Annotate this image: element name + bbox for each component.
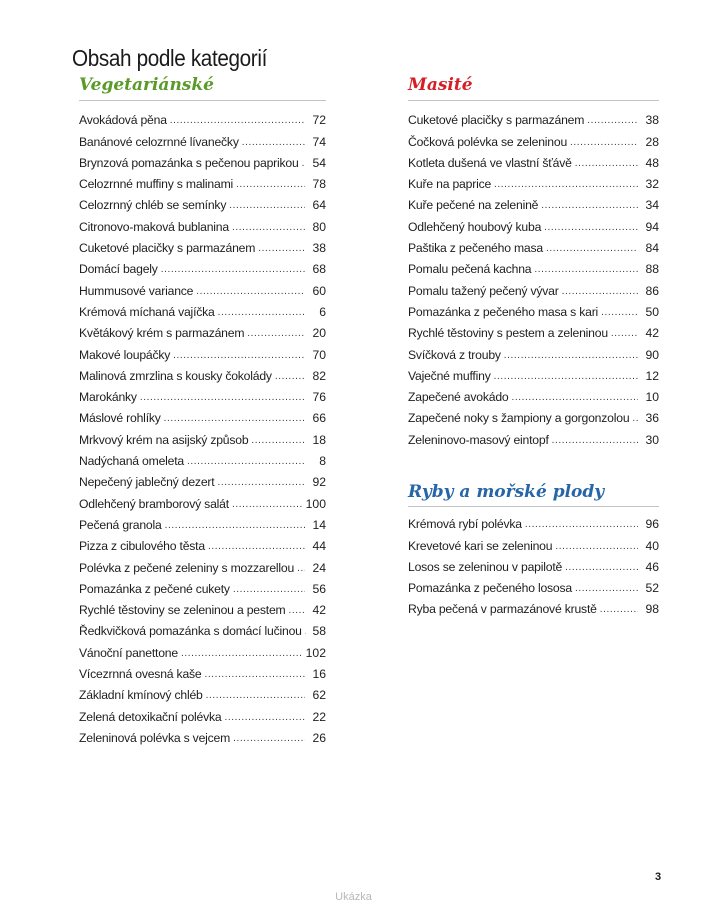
vegetarian-recipe-list bbox=[79, 106, 326, 745]
page-ref: 74 bbox=[312, 134, 326, 149]
page-ref: 50 bbox=[645, 304, 659, 319]
page-ref: 16 bbox=[312, 667, 326, 682]
dot-leader bbox=[601, 307, 638, 319]
page-ref: 6 bbox=[319, 304, 326, 319]
dot-leader bbox=[258, 243, 305, 255]
dot-leader bbox=[632, 413, 638, 425]
toc-entry bbox=[408, 319, 659, 340]
page-ref: 70 bbox=[312, 347, 326, 362]
page-ref: 72 bbox=[312, 113, 326, 128]
toc-entry bbox=[79, 319, 326, 340]
page-ref: 24 bbox=[312, 560, 326, 575]
section-heading-meat: Masité bbox=[408, 75, 473, 95]
recipe-name: Krevetové kari se zeleninou bbox=[408, 538, 553, 553]
toc-entry bbox=[408, 127, 659, 148]
dot-leader bbox=[302, 158, 305, 170]
dot-leader bbox=[288, 605, 305, 617]
recipe-name: Avokádová pěna bbox=[79, 113, 167, 128]
recipe-name: Citronovo-maková bublanina bbox=[79, 219, 229, 234]
dot-leader bbox=[275, 371, 305, 383]
page-ref: 56 bbox=[312, 581, 326, 596]
toc-entry bbox=[79, 724, 326, 745]
recipe-name: Svíčková z trouby bbox=[408, 347, 501, 362]
toc-entry bbox=[79, 511, 326, 532]
toc-entry bbox=[79, 553, 326, 574]
page-ref: 78 bbox=[312, 177, 326, 192]
page-ref: 92 bbox=[312, 475, 326, 490]
page-ref: 42 bbox=[645, 326, 659, 341]
page-ref: 32 bbox=[645, 177, 659, 192]
dot-leader bbox=[225, 712, 306, 724]
toc-entry bbox=[79, 681, 326, 702]
page-ref: 66 bbox=[312, 411, 326, 426]
recipe-name: Cuketové placičky s parmazánem bbox=[408, 113, 585, 128]
toc-entry bbox=[79, 489, 326, 510]
page-ref: 90 bbox=[645, 347, 659, 362]
dot-leader bbox=[575, 158, 638, 170]
recipe-name: Kuře na paprice bbox=[408, 177, 492, 192]
toc-entry bbox=[408, 531, 659, 552]
dot-leader bbox=[181, 648, 303, 660]
toc-entry bbox=[79, 127, 326, 148]
page-ref: 14 bbox=[312, 517, 326, 532]
page-ref: 48 bbox=[645, 155, 659, 170]
toc-entry bbox=[79, 447, 326, 468]
toc-entry bbox=[79, 425, 326, 446]
recipe-name: Hummusové variance bbox=[79, 283, 194, 298]
page-ref: 94 bbox=[645, 219, 659, 234]
dot-leader bbox=[541, 200, 638, 212]
section-divider bbox=[408, 100, 659, 101]
dot-leader bbox=[570, 137, 638, 149]
dot-leader bbox=[173, 350, 305, 362]
page-ref: 84 bbox=[645, 241, 659, 256]
dot-leader bbox=[170, 115, 305, 127]
recipe-name: Zelená detoxikační polévka bbox=[79, 709, 222, 724]
dot-leader bbox=[552, 435, 638, 447]
toc-entry bbox=[408, 404, 659, 425]
toc-entry bbox=[408, 340, 659, 361]
recipe-name: Ředkvičková pomazánka s domácí lučinou bbox=[79, 624, 302, 639]
dot-leader bbox=[233, 584, 305, 596]
page-ref: 28 bbox=[645, 134, 659, 149]
page-ref: 54 bbox=[312, 155, 326, 170]
recipe-name: Banánové celozrnné lívanečky bbox=[79, 134, 239, 149]
recipe-name: Vaječné muffiny bbox=[408, 368, 491, 383]
dot-leader bbox=[562, 286, 638, 298]
page-ref: 26 bbox=[312, 730, 326, 745]
meat-recipe-list bbox=[408, 106, 659, 447]
recipe-name: Pomazánka z pečeného lososa bbox=[408, 581, 572, 596]
dot-leader bbox=[565, 562, 638, 574]
dot-leader bbox=[544, 222, 638, 234]
recipe-name: Makové loupáčky bbox=[79, 347, 171, 362]
recipe-name: Odlehčený houbový kuba bbox=[408, 219, 542, 234]
page-ref: 10 bbox=[645, 390, 659, 405]
page-title: Obsah podle kategorií bbox=[72, 45, 267, 72]
page-ref: 40 bbox=[645, 538, 659, 553]
page-ref: 86 bbox=[645, 283, 659, 298]
recipe-name: Mrkvový krém na asijský způsob bbox=[79, 432, 249, 447]
toc-entry bbox=[79, 362, 326, 383]
toc-entry bbox=[79, 170, 326, 191]
recipe-name: Krémová míchaná vajíčka bbox=[79, 304, 215, 319]
toc-entry bbox=[408, 276, 659, 297]
dot-leader bbox=[232, 222, 305, 234]
page-ref: 88 bbox=[645, 262, 659, 277]
page-ref: 42 bbox=[312, 603, 326, 618]
recipe-name: Čočková polévka se zeleninou bbox=[408, 134, 568, 149]
recipe-name: Pomalu tažený pečený vývar bbox=[408, 283, 559, 298]
page-ref: 68 bbox=[312, 262, 326, 277]
page-ref: 62 bbox=[312, 688, 326, 703]
dot-leader bbox=[206, 690, 305, 702]
recipe-name: Zeleninovo-masový eintopf bbox=[408, 432, 549, 447]
dot-leader bbox=[196, 286, 305, 298]
toc-entry bbox=[79, 106, 326, 127]
dot-leader bbox=[164, 413, 305, 425]
dot-leader bbox=[140, 392, 305, 404]
page-ref: 82 bbox=[312, 368, 326, 383]
dot-leader bbox=[297, 563, 305, 575]
dot-leader bbox=[251, 435, 305, 447]
dot-leader bbox=[208, 541, 305, 553]
recipe-name: Pomazánka z pečeného masa s kari bbox=[408, 304, 599, 319]
dot-leader bbox=[504, 350, 638, 362]
dot-leader bbox=[494, 371, 638, 383]
recipe-name: Pečená granola bbox=[79, 517, 162, 532]
dot-leader bbox=[232, 499, 303, 511]
page-ref: 30 bbox=[645, 432, 659, 447]
dot-leader bbox=[187, 456, 305, 468]
toc-entry bbox=[79, 340, 326, 361]
section-divider bbox=[79, 100, 326, 101]
page-ref: 22 bbox=[312, 709, 326, 724]
toc-entry bbox=[408, 255, 659, 276]
page-ref: 34 bbox=[645, 198, 659, 213]
page-ref: 76 bbox=[312, 390, 326, 405]
dot-leader bbox=[587, 115, 638, 127]
toc-entry bbox=[408, 212, 659, 233]
recipe-name: Polévka z pečené zeleniny s mozzarellou bbox=[79, 560, 295, 575]
toc-entry bbox=[408, 191, 659, 212]
toc-entry bbox=[79, 298, 326, 319]
toc-entry bbox=[408, 234, 659, 255]
page-ref: 8 bbox=[319, 454, 326, 469]
toc-entry bbox=[408, 106, 659, 127]
recipe-name: Brynzová pomazánka s pečenou paprikou bbox=[79, 155, 299, 170]
toc-entry bbox=[79, 383, 326, 404]
dot-leader bbox=[534, 264, 638, 276]
dot-leader bbox=[233, 733, 305, 745]
section-heading-fish: Ryby a mořské plody bbox=[408, 482, 605, 502]
page-ref: 38 bbox=[645, 113, 659, 128]
page-ref: 18 bbox=[312, 432, 326, 447]
recipe-name: Vánoční panettone bbox=[79, 645, 178, 660]
recipe-name: Ryba pečená v parmazánové krustě bbox=[408, 602, 597, 617]
toc-entry bbox=[79, 255, 326, 276]
page-ref: 64 bbox=[312, 198, 326, 213]
recipe-name: Malinová zmrzlina s kousky čokolády bbox=[79, 368, 272, 383]
toc-entry bbox=[79, 596, 326, 617]
toc-entry bbox=[408, 425, 659, 446]
toc-entry bbox=[79, 702, 326, 723]
toc-entry bbox=[79, 532, 326, 553]
dot-leader bbox=[218, 307, 305, 319]
dot-leader bbox=[611, 328, 638, 340]
recipe-name: Rychlé těstoviny s pestem a zeleninou bbox=[408, 326, 608, 341]
dot-leader bbox=[242, 137, 305, 149]
toc-entry bbox=[408, 574, 659, 595]
recipe-name: Nadýchaná omeleta bbox=[79, 454, 185, 469]
toc-entry bbox=[408, 595, 659, 616]
page-ref: 38 bbox=[312, 241, 326, 256]
recipe-name: Pomalu pečená kachna bbox=[408, 262, 532, 277]
recipe-name: Domácí bagely bbox=[79, 262, 158, 277]
dot-leader bbox=[546, 243, 638, 255]
dot-leader bbox=[575, 583, 638, 595]
toc-entry bbox=[408, 383, 659, 404]
page-ref: 36 bbox=[645, 411, 659, 426]
toc-entry bbox=[79, 638, 326, 659]
recipe-name: Kuře pečené na zelenině bbox=[408, 198, 539, 213]
toc-entry bbox=[408, 170, 659, 191]
recipe-name: Cuketové placičky s parmazánem bbox=[79, 241, 256, 256]
page-ref: 80 bbox=[312, 219, 326, 234]
page-ref: 46 bbox=[645, 559, 659, 574]
toc-entry bbox=[79, 404, 326, 425]
toc-entry bbox=[79, 468, 326, 489]
dot-leader bbox=[205, 669, 306, 681]
page-ref: 52 bbox=[645, 581, 659, 596]
dot-leader bbox=[511, 392, 638, 404]
dot-leader bbox=[161, 264, 305, 276]
recipe-name: Máslové rohlíky bbox=[79, 411, 161, 426]
section-heading-vegetarian: Vegetariánské bbox=[79, 75, 214, 95]
toc-entry bbox=[79, 276, 326, 297]
recipe-name: Celozrnný chléb se semínky bbox=[79, 198, 227, 213]
recipe-name: Zapečené noky s žampiony a gorgonzolou bbox=[408, 411, 630, 426]
toc-entry bbox=[408, 553, 659, 574]
page-ref: 100 bbox=[305, 496, 326, 511]
watermark: Ukázka bbox=[335, 891, 372, 903]
section-divider bbox=[408, 506, 659, 507]
toc-entry bbox=[79, 575, 326, 596]
dot-leader bbox=[217, 477, 305, 489]
dot-leader bbox=[236, 179, 305, 191]
dot-leader bbox=[229, 200, 305, 212]
recipe-name: Krémová rybí polévka bbox=[408, 517, 522, 532]
recipe-name: Pizza z cibulového těsta bbox=[79, 539, 205, 554]
recipe-name: Kotleta dušená ve vlastní šťávě bbox=[408, 155, 572, 170]
toc-entry bbox=[79, 660, 326, 681]
recipe-name: Celozrnné muffiny s malinami bbox=[79, 177, 234, 192]
fish-recipe-list bbox=[408, 510, 659, 616]
recipe-name: Pomazánka z pečené cukety bbox=[79, 581, 230, 596]
page-ref: 58 bbox=[312, 624, 326, 639]
toc-entry bbox=[79, 191, 326, 212]
page-number: 3 bbox=[655, 871, 662, 883]
recipe-name: Vícezrnná ovesná kaše bbox=[79, 667, 202, 682]
recipe-name: Rychlé těstoviny se zeleninou a pestem bbox=[79, 603, 286, 618]
dot-leader bbox=[555, 541, 638, 553]
recipe-name: Paštika z pečeného masa bbox=[408, 241, 543, 256]
recipe-name: Losos se zeleninou v papilotě bbox=[408, 559, 563, 574]
page-ref: 20 bbox=[312, 326, 326, 341]
toc-entry bbox=[408, 149, 659, 170]
recipe-name: Zapečené avokádo bbox=[408, 390, 509, 405]
recipe-name: Odlehčený bramborový salát bbox=[79, 496, 229, 511]
recipe-name: Zeleninová polévka s vejcem bbox=[79, 730, 231, 745]
page-ref: 96 bbox=[645, 517, 659, 532]
page-ref: 102 bbox=[305, 645, 326, 660]
recipe-name: Základní kmínový chléb bbox=[79, 688, 203, 703]
toc-entry bbox=[408, 510, 659, 531]
recipe-name: Marokánky bbox=[79, 390, 137, 405]
toc-entry bbox=[79, 617, 326, 638]
recipe-name: Nepečený jablečný dezert bbox=[79, 475, 215, 490]
page-ref: 98 bbox=[645, 602, 659, 617]
dot-leader bbox=[165, 520, 305, 532]
toc-entry bbox=[408, 362, 659, 383]
toc-entry bbox=[79, 149, 326, 170]
recipe-name: Květákový krém s parmazánem bbox=[79, 326, 245, 341]
page-ref: 12 bbox=[645, 368, 659, 383]
toc-entry bbox=[408, 298, 659, 319]
page-ref: 44 bbox=[312, 539, 326, 554]
dot-leader bbox=[247, 328, 305, 340]
dot-leader bbox=[525, 519, 638, 531]
toc-entry bbox=[79, 212, 326, 233]
dot-leader bbox=[600, 604, 638, 616]
page-ref: 60 bbox=[312, 283, 326, 298]
toc-entry bbox=[79, 234, 326, 255]
dot-leader bbox=[494, 179, 638, 191]
